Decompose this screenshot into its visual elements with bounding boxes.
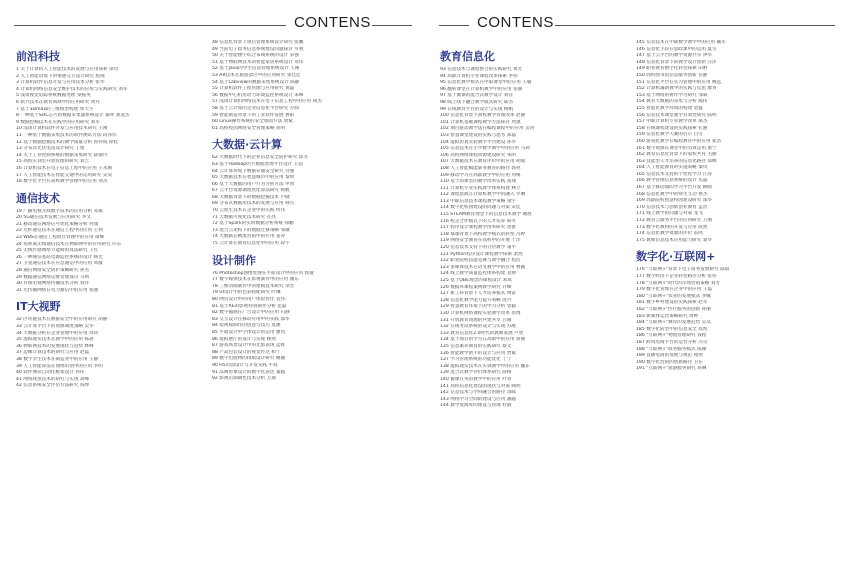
toc-entry[interactable]: 158 在线课程建设的实践探索 孔丽 [636,125,708,131]
toc-entry[interactable]: 48 信息化背景下项目管理系统设计研究 张鹏 [212,40,304,45]
toc-entry[interactable]: 97 基于微课的混合式教学设计 刘洋 [440,93,514,99]
toc-entry[interactable]: 169 高职院校智慧校园建设研究 邵华 [636,198,713,204]
toc-entry[interactable]: 78 三维动画制作中的建模技术研究 余杰 [212,283,295,289]
toc-entry[interactable]: 26 一种通信基站电源监控系统的设计 杨光 [16,254,103,260]
toc-entry[interactable]: 128 信息化教学能力提升策略 沈丹 [440,297,512,303]
toc-entry[interactable]: 84 短视频制作的创意与技巧 莫涵 [212,323,281,329]
toc-entry[interactable]: 99 在线教育平台的设计与实现 杨帆 [440,106,514,112]
toc-entry[interactable]: 63 基于Hadoop的大数据处理平台设计 王超 [212,161,303,167]
toc-entry[interactable]: 15 高校实训室开放管理的研究 刘吉 [16,159,90,165]
toc-entry[interactable]: 175 教师信息技术应用能力研究 黎华 [636,237,713,243]
toc-entry[interactable]: 104 虚拟仿真实验教学平台建设 孙华 [440,139,517,145]
toc-entry[interactable]: 131 开放教育资源的共建共享 吕晴 [440,317,512,323]
toc-entry[interactable]: 4 计算机网络信息安全维护技术的应用与实践研究 刘军 [16,86,128,92]
left-header-rule-right [372,25,412,26]
toc-entry[interactable]: 62 大数据时代下的企业信息安全防护研究 邱杰 [212,155,309,161]
toc-entry[interactable]: 64 云计算环境下数据存储安全研究 付强 [212,168,295,174]
toc-entry[interactable]: 165 信息技术支持的个性化学习 江涛 [636,171,713,177]
toc-entry[interactable]: 20 5G通信技术发展与应用研究 李文 [16,215,91,221]
toc-entry[interactable]: 171 线上教学的问题与对策 龙飞 [636,211,703,217]
toc-entry[interactable]: 61 高校校园网络安全管理策略 蒋明 [212,125,286,131]
toc-entry[interactable]: 41 网络爬虫技术的研究与实现 高峰 [16,376,90,382]
toc-entry[interactable]: 24 短距离无线通信技术在物联网中的应用研究 许东 [16,241,122,247]
toc-entry[interactable]: 170 信息技术与创新创业教育 孟浩 [636,204,708,210]
toc-entry[interactable]: 150 高校图书馆信息服务创新 任静 [636,72,708,78]
toc-entry[interactable]: 18 数字化平台在高校教学管理中的应用 刘杰 [16,179,108,185]
toc-entry[interactable]: 119 网络安全教育在高校中的开展 于洋 [440,238,521,244]
toc-entry[interactable]: 23 WBS在通信工程项目管理中的应用 谭峰 [16,235,105,241]
toc-entry[interactable]: 148 信息化背景下的教学设计创新 汪洋 [636,59,717,65]
toc-entry[interactable]: 54 基于Labview的数据采集系统设计 陈静 [212,79,300,85]
toc-entry[interactable]: 68 大数据背景下的数据挖掘技术 卢晓 [212,194,290,200]
toc-entry[interactable]: 166 教学管理信息系统的设计 史磊 [636,178,708,184]
toc-entry[interactable]: 118 慕课背景下高校教学模式的转变 冯婷 [440,231,526,237]
left-header [0,10,425,40]
toc-entry[interactable]: 22 光纤通信技术在通信工程中的应用 王利 [16,228,103,234]
toc-entry[interactable]: 114 数字化校园建设的问题与对策 宋佳 [440,205,521,211]
toc-entry[interactable]: 56 数据中心机房动力环境监控系统设计 朱峰 [212,92,304,98]
toc-entry[interactable]: 137 学习管理系统的功能优化 丁宁 [440,357,512,363]
toc-entry[interactable]: 162 教育信息化背景下的家校共育 毛丽 [636,152,717,158]
toc-entry[interactable]: 143 网络学习空间的建设与应用 潘越 [440,396,517,402]
right-header-title: CONTENS [473,14,558,31]
toc-entry[interactable]: 32 区块链技术在数据安全中的应用研究 胡静 [16,317,108,323]
toc-entry[interactable]: 173 数字化教材的开发与应用 段然 [636,224,708,230]
toc-entry[interactable]: 72 基于Spark的实时数据分析系统 徐鹏 [212,221,294,227]
toc-entry[interactable]: 19 广播电视无线数字技术的应用分析 邓斌 [16,208,103,214]
section-heading: IT大视野 [16,300,61,314]
toc-entry[interactable]: 177 数字经济下企业转型路径分析 张伟 [636,274,717,279]
toc-entry[interactable]: 30 有线电视网络传输技术分析 刘洋 [16,281,90,287]
toc-entry[interactable]: 132 在线考试系统的设计与实现 苏航 [440,324,517,330]
toc-entry[interactable]: 111 计算机专业实践教学体系构建 林立 [440,185,521,191]
toc-entry[interactable]: 103 智慧课堂建设的实践与思考 郑磊 [440,132,517,138]
toc-entry[interactable]: 92 影视后期调色技术分析 万通 [212,376,276,382]
toc-entry[interactable]: 42 信息系统安全评估方法研究 钱坤 [16,383,90,389]
toc-entry[interactable]: 153 基于网络的协作学习研究 邹斌 [636,92,708,98]
toc-entry[interactable]: 53 AR技术在旅游景区中的应用研究 张佳佳 [212,72,301,78]
toc-entry[interactable]: 181 数字乡村建设的实践探索 赵军 [636,300,708,306]
toc-entry[interactable]: 172 教育云服务平台的应用研究 万丽 [636,218,713,224]
toc-entry[interactable]: 109 移动学习在高职教学中的应用 何梅 [440,172,521,178]
toc-column-3 [440,44,630,410]
toc-entry[interactable]: 190 数字化营销的创新路径 卫东 [636,359,703,365]
toc-entry[interactable]: 55 计算机软件工程管理与应用研究 黄磊 [212,86,295,92]
toc-entry[interactable]: 10 浅谈计算机软件开发与应用技术研究 王刚 [16,126,108,132]
toc-entry[interactable]: 35 虚拟现实技术在教学中的应用 陈晨 [16,337,94,343]
toc-entry[interactable]: 2 人工智能语境下的情感交互设计研究 程锦 [16,73,105,79]
toc-entry[interactable]: 108 人工智能赋能职业教育的路径 郭亮 [440,165,521,171]
toc-entry[interactable]: 164 人工智能教育的实施策略 秦岚 [636,165,708,171]
toc-entry[interactable]: 34 大数据分析在企业管理中的应用 周涛 [16,330,99,336]
toc-entry[interactable]: 168 信息化教学中的师生互动 侯杰 [636,191,708,197]
toc-entry[interactable]: 145 信息技术在中职数学教学中的应用 戴军 [636,40,726,45]
toc-entry[interactable]: 75 云计算在教育信息化中的应用 段宇 [212,241,290,247]
left-header-rule-left [14,25,286,26]
toc-entry[interactable]: 83 交互设计在移动应用中的实践 邵华 [212,316,290,322]
toc-entry[interactable]: 70 云原生技术在企业中的实践 何伟 [212,208,286,214]
section-heading: 前沿科技 [16,50,60,63]
toc-entry[interactable]: 86 虚拟展厅的设计与实现 顾然 [212,336,276,342]
toc-entry[interactable]: 66 基于大数据的用户行为分析方法 申然 [212,181,295,187]
toc-entry[interactable]: 183 新媒体运营策略研究 周婷 [636,313,699,319]
toc-entry[interactable]: 73 混合云架构下的数据迁移策略 邹敏 [212,227,290,233]
toc-entry[interactable]: 31 光传输网络在电力通信中的应用 张强 [16,287,99,293]
toc-entry[interactable]: 146 信息化手段在思政课中的运用 夏雪 [636,46,717,52]
toc-entry[interactable]: 135 信息素养教育的实践研究 蔡文 [440,343,512,349]
toc-entry[interactable]: 1 关于计算机人工智能技术的发展与应用探析 梁功 [16,67,119,72]
toc-entry[interactable]: 112 课程思政在计算机教学中的融入 罗琳 [440,192,526,198]
toc-entry[interactable]: 21 移动通信网络信号优化策略分析 何康 [16,221,99,227]
toc-entry[interactable]: 81 基于AE的影视特效制作分析 范磊 [212,303,287,309]
toc-entry[interactable]: 101 计算机基础课程教学方法探讨 周强 [440,119,521,125]
toc-entry[interactable]: 5 浅谈视觉追踪系统数据处理 梁振英 [16,93,91,99]
toc-entry[interactable]: 76 Photoshop图像处理在平面设计中的应用 程敏 [212,270,314,276]
toc-entry[interactable]: 141 高校信息化建设的现状与对策 阎明 [440,383,521,389]
right-header [425,10,850,40]
toc-entry[interactable]: 49 当前电子政务信息系统建设问题探讨 罗燕 [212,46,304,52]
left-header-title: CONTENS [290,14,375,31]
toc-entry[interactable]: 159 信息化教学大赛的启示 白雪 [636,132,703,138]
toc-entry[interactable]: 116 校企合作模式下的人才培养 韩冬 [440,218,517,224]
toc-entry[interactable]: 185 数字化转型中的信息安全 郑凯 [636,326,708,332]
toc-entry[interactable]: 28 通信网络安全防护策略研究 孙杰 [16,268,90,274]
toc-entry[interactable]: 144 教学资源库的建设与管理 杜鹃 [440,403,512,409]
toc-entry[interactable]: 178 "互联网+"时代的市场营销策略 刘芳 [636,280,721,286]
toc-entry[interactable]: 88 产品包装设计的视觉传达 柏宁 [212,349,281,355]
toc-column-2 [212,40,402,383]
toc-entry[interactable]: 136 智能教学助手的设计与应用 贾斌 [440,350,517,356]
toc-entry[interactable]: 167 基于移动端的学习平台开发 顾晴 [636,185,713,191]
toc-entry[interactable]: 7 基于3Dmax的三维模型构建 周大宇 [16,106,94,112]
toc-entry[interactable]: 126 数据库课程案例教学研究 许峰 [440,284,512,290]
toc-entry[interactable]: 25 无线传感网络节能路由算法研究 王红 [16,248,99,254]
toc-entry[interactable]: 189 直播电商的发展与规范 褚然 [636,353,703,359]
toc-entry[interactable]: 9 数据挖掘技术在实践中的应用研究 刘军 [16,119,100,125]
toc-entry[interactable]: 163 技能型人才培养的信息化路径 邱峰 [636,158,717,164]
toc-entry[interactable]: 51 基于物联网技术的智能家居系统设计 邓伟 [212,59,304,65]
toc-entry[interactable]: 91 品牌形象设计的数字化表达 秦越 [212,369,286,375]
toc-entry[interactable]: 93 信息技术与课程整合的实践研究 黄芳 [440,67,523,72]
toc-entry[interactable]: 115 STEAM教育理念下的信息技术教学 谢晨 [440,212,532,218]
toc-entry[interactable]: 106 高校网络课程资源建设研究 朱明 [440,152,517,158]
toc-entry[interactable]: 156 信息技术课堂教学有效性研究 陆明 [636,112,717,118]
toc-entry[interactable]: 77 数字媒体技术在影视制作中的应用 潘东 [212,277,299,283]
toc-entry[interactable]: 182 "互联网+"医疗服务的创新 孙丽 [636,306,711,312]
toc-entry[interactable]: 186 "互联网+"物流管理研究 钱程 [636,333,707,339]
toc-entry[interactable]: 52 基于Java的学生信息管理系统设计 王刚 [212,66,300,72]
toc-entry[interactable]: 59 智能制造背景下的工业软件发展 曹阳 [212,112,295,118]
toc-entry[interactable]: 105 信息技术在小学数学教学中的应用 马莉 [440,146,530,152]
toc-column-4 [636,40,826,373]
toc-entry[interactable]: 13 分布式光伏电站设计研究 丁建 [16,146,85,152]
toc-entry[interactable]: 147 基于云平台的教学资源共享 钟华 [636,53,713,59]
toc-entry[interactable]: 58 基于云计算的企业信息化平台研究 方圆 [212,105,299,111]
toc-entry[interactable]: 133 教育信息化2.0时代的教师发展 卢欣 [440,330,524,336]
toc-entry[interactable]: 67 云平台资源调度优化算法研究 杨帆 [212,188,290,194]
toc-entry[interactable]: 152 计算机辅助教学的实践与反思 廖青 [636,86,717,92]
toc-entry[interactable]: 16 计算机技术在电子信息工程中的应用 王永刚 [16,165,113,171]
toc-entry[interactable]: 140 微课在英语教学中的应用 叶青 [440,376,512,382]
section-heading: 设计制作 [212,253,256,267]
toc-entry[interactable]: 33 云计算平台下的资源调度策略 吴华 [16,324,94,329]
toc-entry[interactable]: 98 线上线下融合教学模式研究 陈杰 [440,99,514,105]
toc-entry[interactable]: 102 项目驱动教学法在编程课程中的应用 吴涛 [440,126,535,132]
toc-entry[interactable]: 17 人工智能技术在智能交通中的运用研究 吴双 [16,172,113,178]
toc-entry[interactable]: 124 线上教学质量监控体系构建 袁帅 [440,271,517,277]
toc-entry[interactable]: 6 新兴技术在教育领域中的应用研究 黄丹 [16,99,100,105]
toc-entry[interactable]: 74 大数据在精准营销中的应用 姜涛 [212,234,286,240]
toc-entry[interactable]: 60 Linux操作系统的安全加固方法 唐斌 [212,119,293,125]
toc-entry[interactable]: 107 大数据技术在教育评价中的应用 胡斌 [440,159,526,165]
toc-entry[interactable]: 117 程序设计课程教学改革研究 唐蕾 [440,225,517,231]
toc-entry[interactable]: 157 中职计算机专业教学改革 郝杰 [636,119,708,125]
toc-entry[interactable]: 38 数字孪生技术在制造业中的应用 王静 [16,356,99,362]
toc-entry[interactable]: 87 游戏场景设计中的光影表现 孟辉 [212,343,286,349]
toc-entry[interactable]: 71 大数据可视化技术研究 孔亮 [212,214,276,220]
toc-entry[interactable]: 110 基于雨课堂的教学改革实践 高翔 [440,179,517,185]
toc-entry[interactable]: 65 大数据技术在智慧城市中的应用 黎明 [212,175,295,181]
toc-entry[interactable]: 37 边缘计算技术的研究与应用 赵磊 [16,350,90,356]
toc-entry[interactable]: 129 智慧教育环境下的学习分析 曾毅 [440,304,517,310]
toc-entry[interactable]: 154 教育大数据的采集与分析 熊伟 [636,99,708,105]
toc-entry[interactable]: 11 一种基于数据采集技术的软件测试方法 段泽伟 [16,132,117,138]
toc-entry[interactable]: 142 信息技术与学科融合的路径 余晖 [440,390,517,396]
right-header-rule-left [439,25,469,26]
toc-entry[interactable]: 85 平面设计中字体设计的运用 廖凯 [212,329,286,335]
toc-entry[interactable]: 3 计算机软件信息开发与应用技术分析 张华 [16,80,105,86]
toc-entry[interactable]: 82 数字插画在广告设计中的应用 石静 [212,310,290,316]
section-heading: 通信技术 [16,191,60,205]
toc-entry[interactable]: 94 高职计算机专业课程改革探索 李伟 [440,73,518,79]
toc-entry[interactable]: 113 中职信息技术课程教学策略 梁宇 [440,198,517,204]
toc-entry[interactable]: 69 分布式数据库技术的发展与应用 韩雪 [212,201,295,207]
toc-entry[interactable]: 134 基于项目的学习在高职中的应用 蒋丽 [440,337,526,343]
toc-entry[interactable]: 39 人工智能算法在图像识别中的应用 李明 [16,363,103,369]
toc-entry[interactable]: 14 关于工业控制系统的数据采集研究 薛敏玲 [16,152,108,158]
toc-entry[interactable]: 125 基于OBE理念的课程设计 邓琪 [440,278,512,283]
toc-entry[interactable]: 122 职业院校技能竞赛与教学融合 程浩 [440,258,521,264]
toc-entry[interactable]: 27 卫星通信技术在应急通信中的应用 周敏 [16,261,103,267]
toc-entry[interactable]: 130 计算机网络课程实验教学改革 彭博 [440,310,521,316]
toc-entry[interactable]: 90 H5页面设计与开发实践 牛晨 [212,362,278,368]
section-heading: 数字化·互联网+ [636,250,716,264]
toc-entry[interactable]: 79 UI设计中的色彩搭配研究 叶琳 [212,290,281,296]
toc-entry[interactable]: 138 虚拟现实技术在实训教学中的应用 魏东 [440,363,530,369]
toc-entry[interactable]: 50 关于智能楼宇综合布线系统的设计 宋强 [212,53,299,59]
right-header-rule-right [555,25,835,26]
toc-entry[interactable]: 176 "互联网+"背景下电子商务发展研究 陈晨 [636,267,730,273]
section-heading: 教育信息化 [440,50,495,63]
toc-entry[interactable]: 12 基于数据挖掘技术的教学质量分析 鲁伟成 徐桂 [16,139,119,145]
toc-entry[interactable]: 187 跨境电商平台的运营分析 冯雪 [636,339,708,345]
toc-entry[interactable]: 160 游戏化教学在编程教育中的应用 崔浩 [636,138,722,144]
toc-entry[interactable]: 40 软件测试自动化框架设计 孙伟 [16,370,85,376]
toc-entry[interactable]: 188 "互联网+"政务服务模式 陈刚 [636,346,707,352]
section-heading: 大数据·云计算 [212,138,283,152]
toc-entry[interactable]: 184 "互联网+"教育的发展趋势 吴昊 [636,320,711,326]
toc-entry[interactable]: 96 翻转课堂在计算机教学中的应用 张丽 [440,86,523,92]
toc-entry[interactable]: 174 信息化教学资源的评价 雷鸣 [636,231,703,237]
toc-entry[interactable]: 89 数字出版物的排版设计研究 鲍丽 [212,356,286,362]
toc-entry[interactable]: 180 "互联网+"农业的发展模式 李娜 [636,293,711,299]
toc-entry[interactable]: 95 信息化教学模式在中职课堂中的应用 王敏 [440,80,532,86]
toc-entry[interactable]: 161 数字资源在课堂中的有效运用 康宁 [636,145,717,151]
toc-entry[interactable]: 80 网页设计中的用户体验优化 袁伟 [212,297,286,302]
toc-entry[interactable]: 139 混合式教学评价体系研究 薛梅 [440,370,512,376]
toc-entry[interactable]: 29 数据通信网络运维管理探讨 马利 [16,274,90,280]
toc-entry[interactable]: 120 信息技术支持下的分层教学 董平 [440,245,517,251]
toc-entry[interactable]: 151 信息化平台在实习管理中的应用 姚远 [636,79,722,85]
toc-entry[interactable]: 149 职业教育数字化转型探索 田野 [636,66,708,72]
toc-entry[interactable]: 100 信息化背景下高校教学管理改革 赵静 [440,113,526,119]
toc-entry[interactable]: 127 新工科背景下人才培养模式 傅雷 [440,291,517,297]
toc-entry[interactable]: 8 一种基于SOC芯片的数据采集器系统设计 秦冲 刘道杰 [16,113,130,119]
toc-entry[interactable]: 121 Python程序设计课程教学探索 萧然 [440,251,523,257]
toc-entry[interactable]: 57 浅谈计算机网络技术在电子信息工程中的应用 胡杰 [212,99,322,105]
toc-entry[interactable]: 36 物联网技术的发展现状与趋势 林峰 [16,343,94,349]
toc-entry[interactable]: 179 数字化管理在企业中的应用 王磊 [636,287,713,293]
toc-entry[interactable]: 123 多媒体技术在语文教学中的应用 曹颖 [440,264,526,270]
toc-entry[interactable]: 191 "互联网+"旅游服务研究 蒋琳 [636,366,707,372]
toc-column-1 [16,44,206,390]
toc-entry[interactable]: 155 智能化教学环境的构建 金鑫 [636,105,703,111]
